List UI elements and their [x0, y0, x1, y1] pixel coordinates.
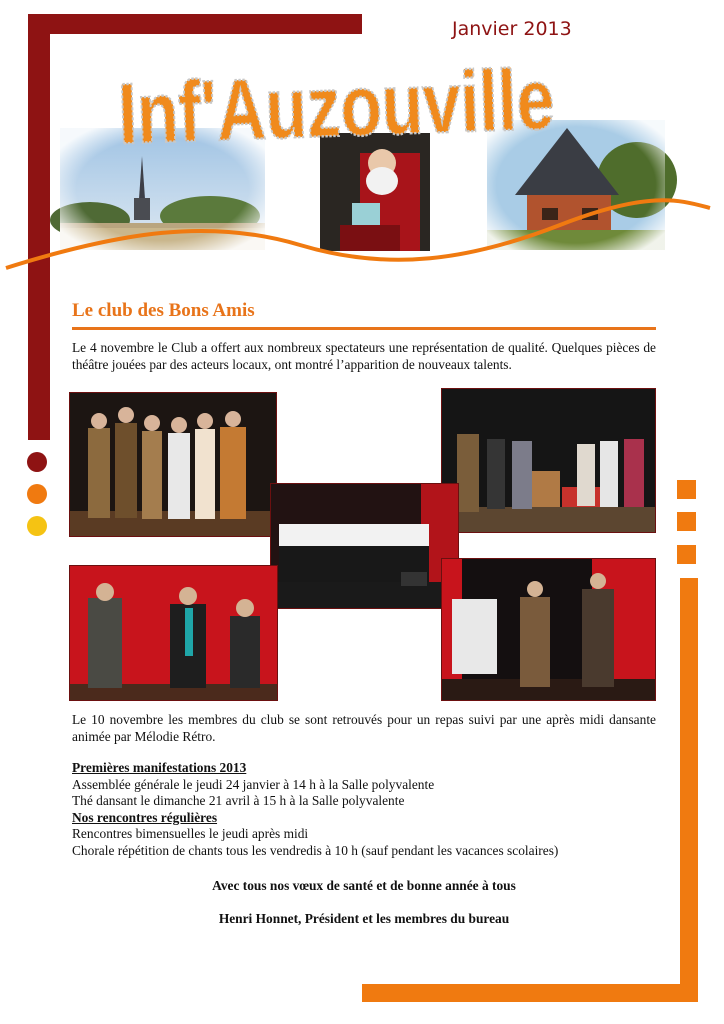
frame-right-bar: [680, 578, 698, 1002]
event-item: Assemblée générale le jeudi 24 janvier à 14 h à la Salle polyvalente: [72, 776, 435, 792]
events-block: [72, 760, 672, 859]
frame-bottom-bar: [362, 984, 698, 1002]
masthead-logo: [112, 40, 676, 163]
theatre-photo-group: [69, 392, 277, 537]
decorative-square: [677, 545, 696, 564]
orange-wave-line: [0, 190, 724, 280]
meeting-item: Chorale répétition de chants tous les vendredis à 10 h (sauf pendant les vacances scolaires): [72, 842, 559, 858]
meeting-item: Rencontres bimensuelles le jeudi après midi: [72, 826, 309, 841]
theatre-photo-living-room: [441, 388, 656, 533]
masthead-text: Inf'Auzouville: [116, 47, 676, 163]
decorative-dot-yellow: [27, 516, 47, 536]
decorative-square: [677, 480, 696, 499]
theatre-photo-red-curtain: [69, 565, 278, 701]
signature-line: Henri Honnet, Président et les membres du bureau: [218, 911, 510, 926]
decorative-dot-maroon: [27, 452, 47, 472]
dinner-paragraph: Le 10 novembre les membres du club se sont retrouvés pour un repas suivi par une après midi dansante animée par Mélodie Rétro.: [72, 712, 656, 744]
events-heading: Premières manifestations 2013: [72, 760, 247, 775]
frame-top-bar: [28, 14, 362, 34]
wishes-line: Avec tous nos vœux de santé et de bonne année à tous: [212, 878, 516, 893]
decorative-dot-orange: [27, 484, 47, 504]
theatre-photo-duo: [441, 558, 656, 701]
issue-date: Janvier 2013: [452, 18, 572, 40]
meetings-heading: Nos rencontres régulières: [72, 809, 218, 825]
intro-paragraph: Le 4 novembre le Club a offert aux nombreux spectateurs une représentation de qualité. Quelques pièces de théâtre jouées par des acteurs locaux, ont montré l’apparition de nouveaux talents.: [72, 340, 656, 372]
choir-photo: [270, 483, 459, 609]
event-item: Thé dansant le dimanche 21 avril à 15 h à la Salle polyvalente: [72, 793, 405, 808]
section-title: Le club des Bons Amis: [72, 300, 255, 321]
decorative-square: [677, 512, 696, 531]
title-underline: [72, 327, 656, 330]
